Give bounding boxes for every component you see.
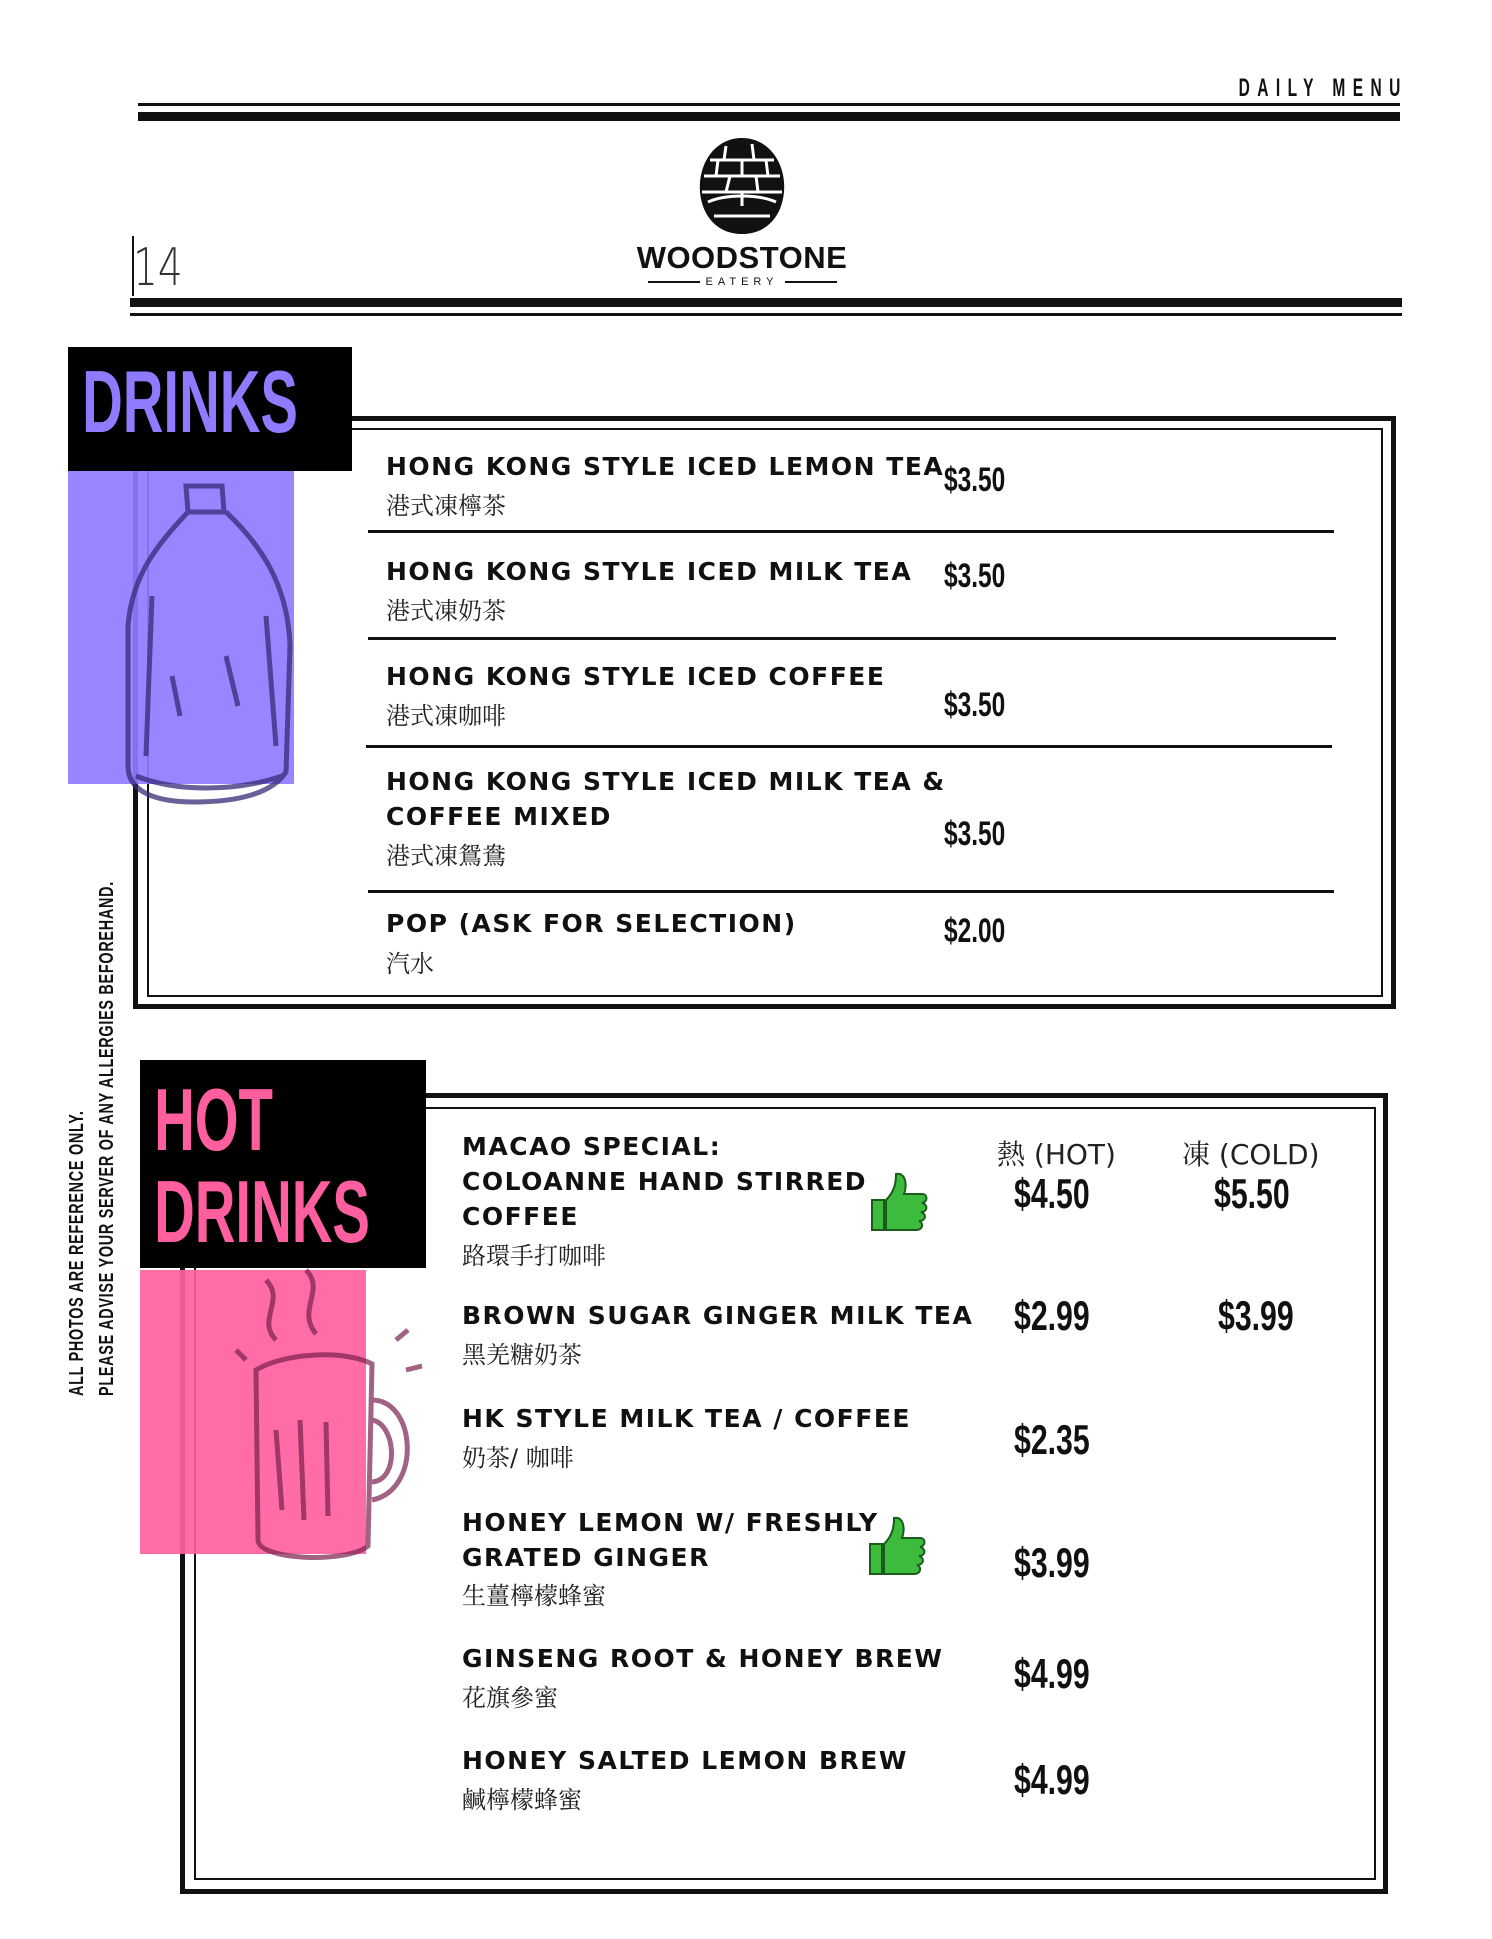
drink-item-zh: 汽水	[386, 950, 434, 978]
header-bottom-rule-thick	[130, 298, 1402, 307]
hot-drink-item-name: HONEY LEMON W/ FRESHLY	[462, 1508, 879, 1537]
hot-price: $2.35	[1014, 1416, 1090, 1463]
bottle-icon	[76, 476, 306, 816]
daily-menu-label: DAILY MENU	[1238, 74, 1408, 102]
hot-drinks-title-line1: HOT	[154, 1070, 273, 1169]
drinks-row-divider-3	[366, 745, 1332, 748]
drink-item-name: HONG KONG STYLE ICED COFFEE	[386, 662, 886, 691]
drink-item-zh: 港式凍咖啡	[386, 702, 506, 730]
hot-drink-item-name: HK STYLE MILK TEA / COFFEE	[462, 1404, 911, 1433]
hot-drink-item-zh: 黑羌糖奶茶	[462, 1341, 582, 1369]
drink-item-price: $2.00	[944, 912, 1006, 950]
hot-price: $4.99	[1014, 1650, 1090, 1697]
hot-price: $3.99	[1014, 1539, 1090, 1586]
mug-icon	[196, 1260, 436, 1590]
hot-drink-item-name: COFFEE	[462, 1202, 579, 1231]
drinks-row-divider-4	[368, 890, 1334, 893]
hot-drink-item-name: BROWN SUGAR GINGER MILK TEA	[462, 1301, 974, 1330]
page-number: 14	[133, 238, 183, 298]
drink-item-name: HONG KONG STYLE ICED MILK TEA	[386, 557, 913, 586]
drink-item-zh: 港式凍檸茶	[386, 492, 506, 520]
drink-item-price: $3.50	[944, 686, 1006, 724]
logo-sub	[632, 276, 852, 288]
cold-price: $5.50	[1214, 1170, 1290, 1217]
hot-drink-item-name: GINSENG ROOT & HONEY BREW	[462, 1644, 944, 1673]
hot-drink-item-zh: 花旗參蜜	[462, 1684, 558, 1712]
hot-drink-item-zh: 生薑檸檬蜂蜜	[462, 1582, 606, 1610]
hot-drink-item-zh: 奶茶/ 咖啡	[462, 1444, 574, 1472]
hot-drink-item-name: HONEY SALTED LEMON BREW	[462, 1746, 908, 1775]
drink-item-price: $3.50	[944, 815, 1006, 853]
drinks-row-divider-1	[368, 530, 1334, 533]
drink-item-price: $3.50	[944, 461, 1006, 499]
hot-drink-item-name: GRATED GINGER	[462, 1543, 710, 1572]
drinks-title: DRINKS	[82, 352, 298, 451]
drink-item-zh: 港式凍鴛鴦	[386, 842, 506, 870]
hot-drink-item-zh: 鹹檸檬蜂蜜	[462, 1786, 582, 1814]
header-top-rule	[138, 103, 1400, 106]
woodstone-logo	[632, 136, 852, 290]
drinks-row-divider-2	[368, 637, 1336, 640]
drink-item-name: HONG KONG STYLE ICED LEMON TEA	[386, 452, 945, 481]
cold-price: $3.99	[1218, 1292, 1294, 1339]
hot-drink-item-name: MACAO SPECIAL:	[462, 1132, 722, 1161]
logo-sub-line-right	[785, 281, 837, 283]
woodstone-logo-icon	[696, 136, 788, 236]
logo-name: WOODSTONE	[636, 240, 848, 275]
hot-drink-item-name: COLOANNE HAND STIRRED	[462, 1167, 868, 1196]
logo-sub-text: EATERY	[705, 276, 779, 288]
allergy-notice	[62, 836, 122, 1396]
allergy-notice-line2: PLEASE ADVISE YOUR SERVER OF ANY ALLERGIES BEFOREHAND.	[96, 881, 118, 1396]
hot-drinks-title-line2: DRINKS	[154, 1162, 370, 1261]
hot-drinks-heading	[140, 1060, 426, 1268]
drinks-heading	[68, 347, 352, 471]
thumbs-up-icon	[866, 1170, 930, 1236]
thumbs-up-icon	[864, 1514, 928, 1580]
logo-sub-line-left	[648, 281, 700, 283]
cold-column-header: 凍 (COLD)	[1182, 1138, 1320, 1171]
drink-item-name: COFFEE MIXED	[386, 802, 612, 831]
hot-price: $4.50	[1014, 1170, 1090, 1217]
drink-item-price: $3.50	[944, 557, 1006, 595]
drink-item-zh: 港式凍奶茶	[386, 597, 506, 625]
drink-item-name: HONG KONG STYLE ICED MILK TEA &	[386, 767, 946, 796]
drink-item-name: POP (ASK FOR SELECTION)	[386, 909, 797, 938]
hot-column-header: 熱 (HOT)	[997, 1138, 1116, 1171]
hot-price: $2.99	[1014, 1292, 1090, 1339]
hot-price: $4.99	[1014, 1756, 1090, 1803]
allergy-notice-line1: ALL PHOTOS ARE REFERENCE ONLY.	[66, 1110, 88, 1396]
hot-drink-item-zh: 路環手打咖啡	[462, 1242, 606, 1270]
header-top-rule-thick	[138, 112, 1400, 121]
header-bottom-rule	[130, 313, 1402, 316]
